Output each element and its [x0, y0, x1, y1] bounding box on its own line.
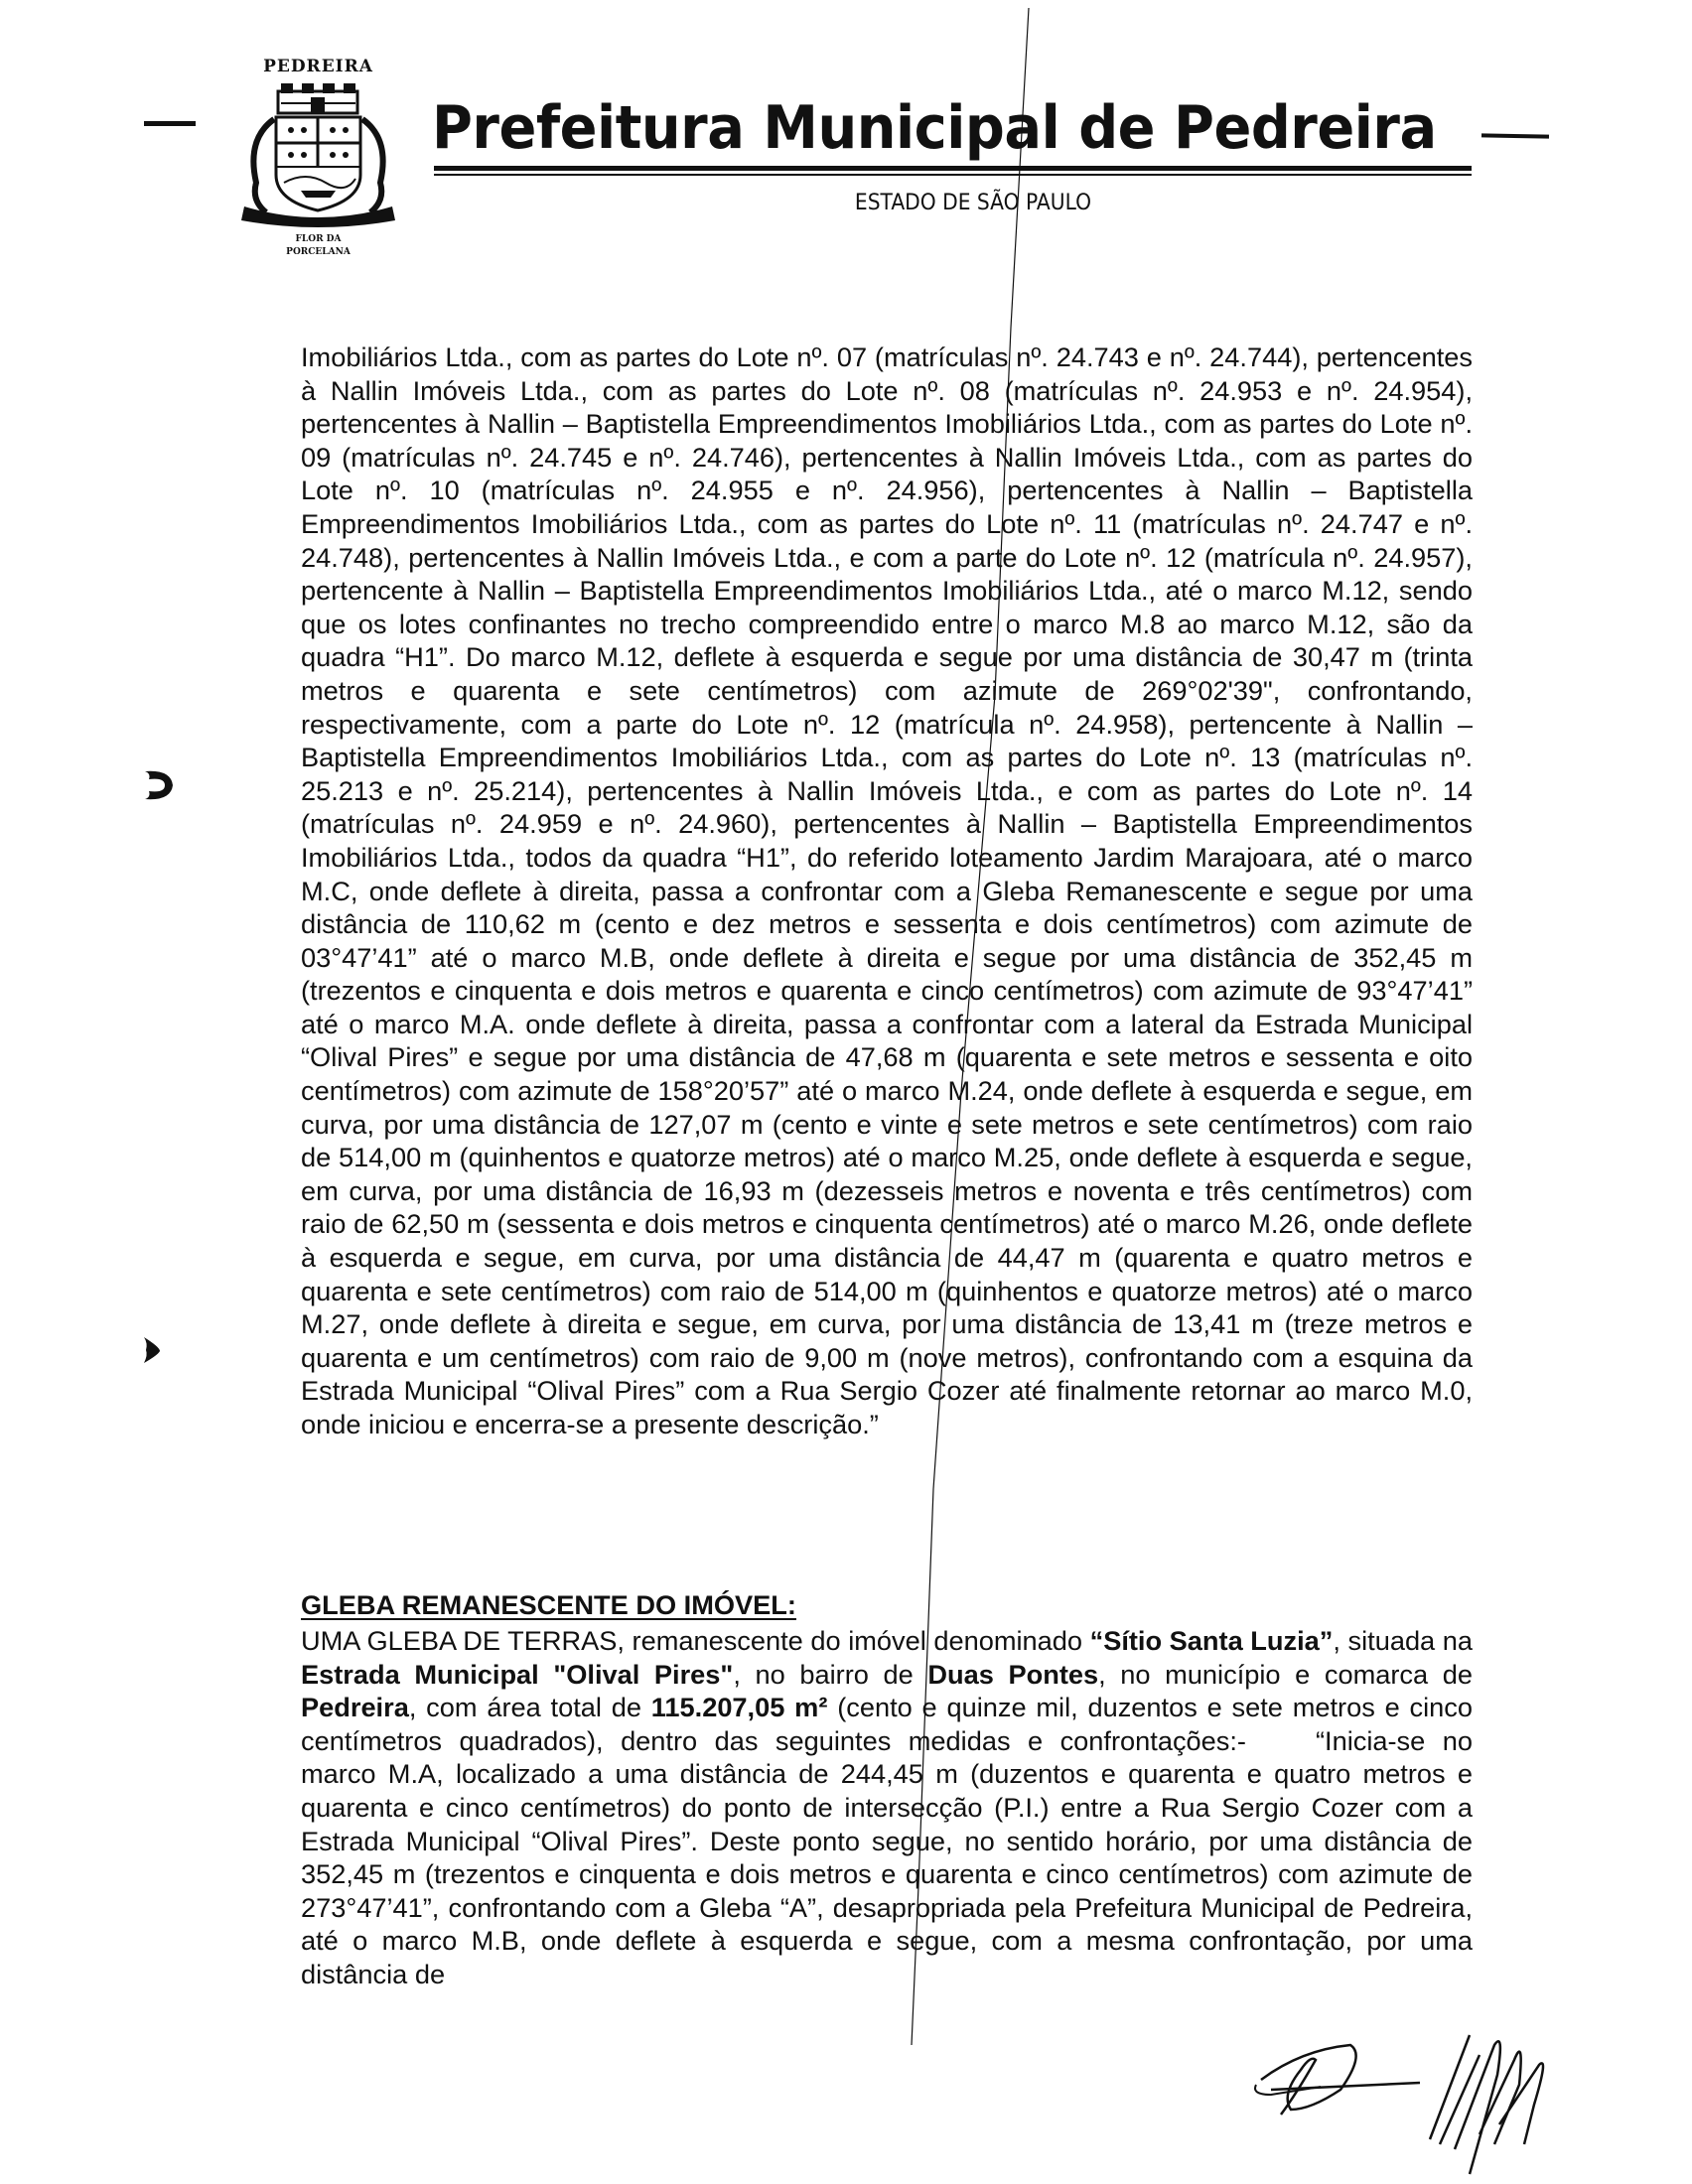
- crest-motto-text: PORCELANA: [286, 247, 351, 257]
- handwritten-signature-icon: [1241, 2015, 1559, 2179]
- body-paragraph-2: [301, 1624, 1473, 1991]
- page-subtitle: ESTADO DE SÃO PAULO: [854, 191, 1092, 215]
- crest-motto-text: FLOR DA: [295, 234, 342, 244]
- title-underline: [434, 166, 1472, 171]
- city-name: Pedreira: [301, 1692, 409, 1723]
- hole-punch-mark-icon: [141, 767, 175, 803]
- p2-text: (cento e quinze mil, duzentos e sete metros e cinco centímetros quadrados), dentro das seguintes medidas e confrontações:-: [301, 1692, 1473, 1756]
- header-right-dash: [1481, 133, 1549, 138]
- p2-text: , no bairro de: [733, 1658, 928, 1690]
- crest-motto-line2: [256, 247, 380, 258]
- p2-text: , situada na: [1333, 1625, 1474, 1656]
- road-name: Estrada Municipal "Olival Pires": [301, 1658, 734, 1690]
- p2-text: , com área total de: [408, 1692, 651, 1723]
- page-title: Prefeitura Municipal de Pedreira: [432, 93, 1437, 163]
- total-area: 115.207,05 m²: [650, 1692, 828, 1723]
- body-paragraph-1: Imobiliários Ltda., com as partes do Lote nº. 07 (matrículas nº. 24.743 e nº. 24.744), pertencentes à Nallin Imóveis Ltda., com as partes do Lote nº. 08 (matrículas nº. 24.953 e nº. 24.954), pertencentes à Nallin – Baptistella Empreendimentos Imobiliários Ltda., com as partes do Lote nº. 09 (matrículas nº. 24.745 e nº. 24.746), pertencentes à Nallin Imóveis Ltda., com as partes do Lote nº. 10 (matrículas nº. 24.955 e nº. 24.956), pertencentes à Nallin – Baptistella Empreendimentos Imobiliários Ltda., com as partes do Lote nº. 11 (matrículas nº. 24.747 e nº. 24.748), pertencentes à Nallin Imóveis Ltda., e com a parte do Lote nº. 12 (matrícula nº. 24.957), pertencente à Nallin – Baptistella Empreendimentos Imobiliários Ltda., até o marco M.12, sendo que os lotes confinantes no trecho compreendido entre o marco M.8 ao marco M.12, são da quadra “H1”. Do marco M.12, deflete à esquerda e segue por uma distância de 30,47 m (trinta metros e quarenta e sete centímetros) com azimute de 269°02'39", confrontando, respectivamente, com a parte do Lote nº. 12 (matrícula nº. 24.958), pertencente à Nallin – Baptistella Empreendimentos Imobiliários Ltda., com as partes do Lote nº. 13 (matrículas nº. 25.213 e nº. 25.214), pertencentes à Nallin Imóveis Ltda., e com as partes do Lote nº. 14 (matrículas nº. 24.959 e nº. 24.960), pertencentes à Nallin – Baptistella Empreendimentos Imobiliários Ltda., todos da quadra “H1”, do referido loteamento Jardim Marajoara, até o marco M.C, onde deflete à direita, passa a confrontar com a Gleba Remanescente e segue por uma distância de 110,62 m (cento e dez metros e sessenta e dois centímetros) com azimute de 03°47’41” até o marco M.B, onde deflete à direita e segue por uma distância de 352,45 m (trezentos e cinquenta e dois metros e quarenta e cinco centímetros) com azimute de 93°47’41” até o marco M.A. onde deflete à direita, passa a confrontar com a lateral da Estrada Municipal “Olival Pires” e segue por uma distância de 47,68 m (quarenta e sete metros e sessenta e oito centímetros) com azimute de 158°20’57” até o marco M.24, onde deflete à esquerda e segue, em curva, por uma distância de 127,07 m (cento e vinte e sete metros e sete centímetros) com raio de 514,00 m (quinhentos e quatorze metros) até o marco M.25, onde deflete à esquerda e segue, em curva, por uma distância de 16,93 m (dezesseis metros e noventa e três centímetros) com raio de 62,50 m (sessenta e dois metros e cinquenta centímetros) até o marco M.26, onde deflete à esquerda e segue, em curva, por uma distância de 44,47 m (quarenta e quatro metros e quarenta e sete centímetros) com raio de 514,00 m (quinhentos e quatorze metros) até o marco M.27, onde deflete à direita e segue, em curva, por uma distância de 13,41 m (treze metros e quarenta e um centímetros) com raio de 9,00 m (nove metros), confrontando com a esquina da Estrada Municipal “Olival Pires” com a Rua Sergio Cozer até finalmente retornar ao marco M.0, onde iniciou e encerra-se a presente descrição.”: [301, 341, 1473, 1439]
- p2-text: UMA GLEBA DE TERRAS, remanescente do imóvel denominado: [301, 1625, 1090, 1656]
- municipal-coat-of-arms-icon: [226, 83, 410, 232]
- p2-text: , no município e comarca de: [1098, 1658, 1474, 1690]
- section-heading: GLEBA REMANESCENTE DO IMÓVEL:: [301, 1589, 796, 1620]
- neighborhood-name: Duas Pontes: [927, 1658, 1099, 1690]
- property-name: “Sítio Santa Luzia”: [1089, 1625, 1334, 1656]
- title-underline-thin: [434, 174, 1472, 176]
- p2-text: “Inicia-se no marco M.A, localizado a uma distância de 244,45 m (duzentos e quarenta e quatro metros e quarenta e cinco centímetros) do ponto de intersecção (P.I.) entre a Rua Sergio Cozer com a Estrada Municipal “Olival Pires”. Deste ponto segue, no sentido horário, por uma distância de 352,45 m (trezentos e cinquenta e dois metros e quarenta e cinco centímetros) com azimute de 273°47’41”, confrontando com a Gleba “A”, desapropriada pela Prefeitura Municipal de Pedreira, até o marco M.B, onde deflete à esquerda e segue, com a mesma confrontação, por uma distância de: [301, 1724, 1473, 1989]
- crest-name: PEDREIRA: [263, 57, 373, 76]
- hole-punch-mark-icon: [142, 1335, 162, 1365]
- crest-motto: [256, 234, 380, 245]
- header-left-dash: [144, 121, 196, 126]
